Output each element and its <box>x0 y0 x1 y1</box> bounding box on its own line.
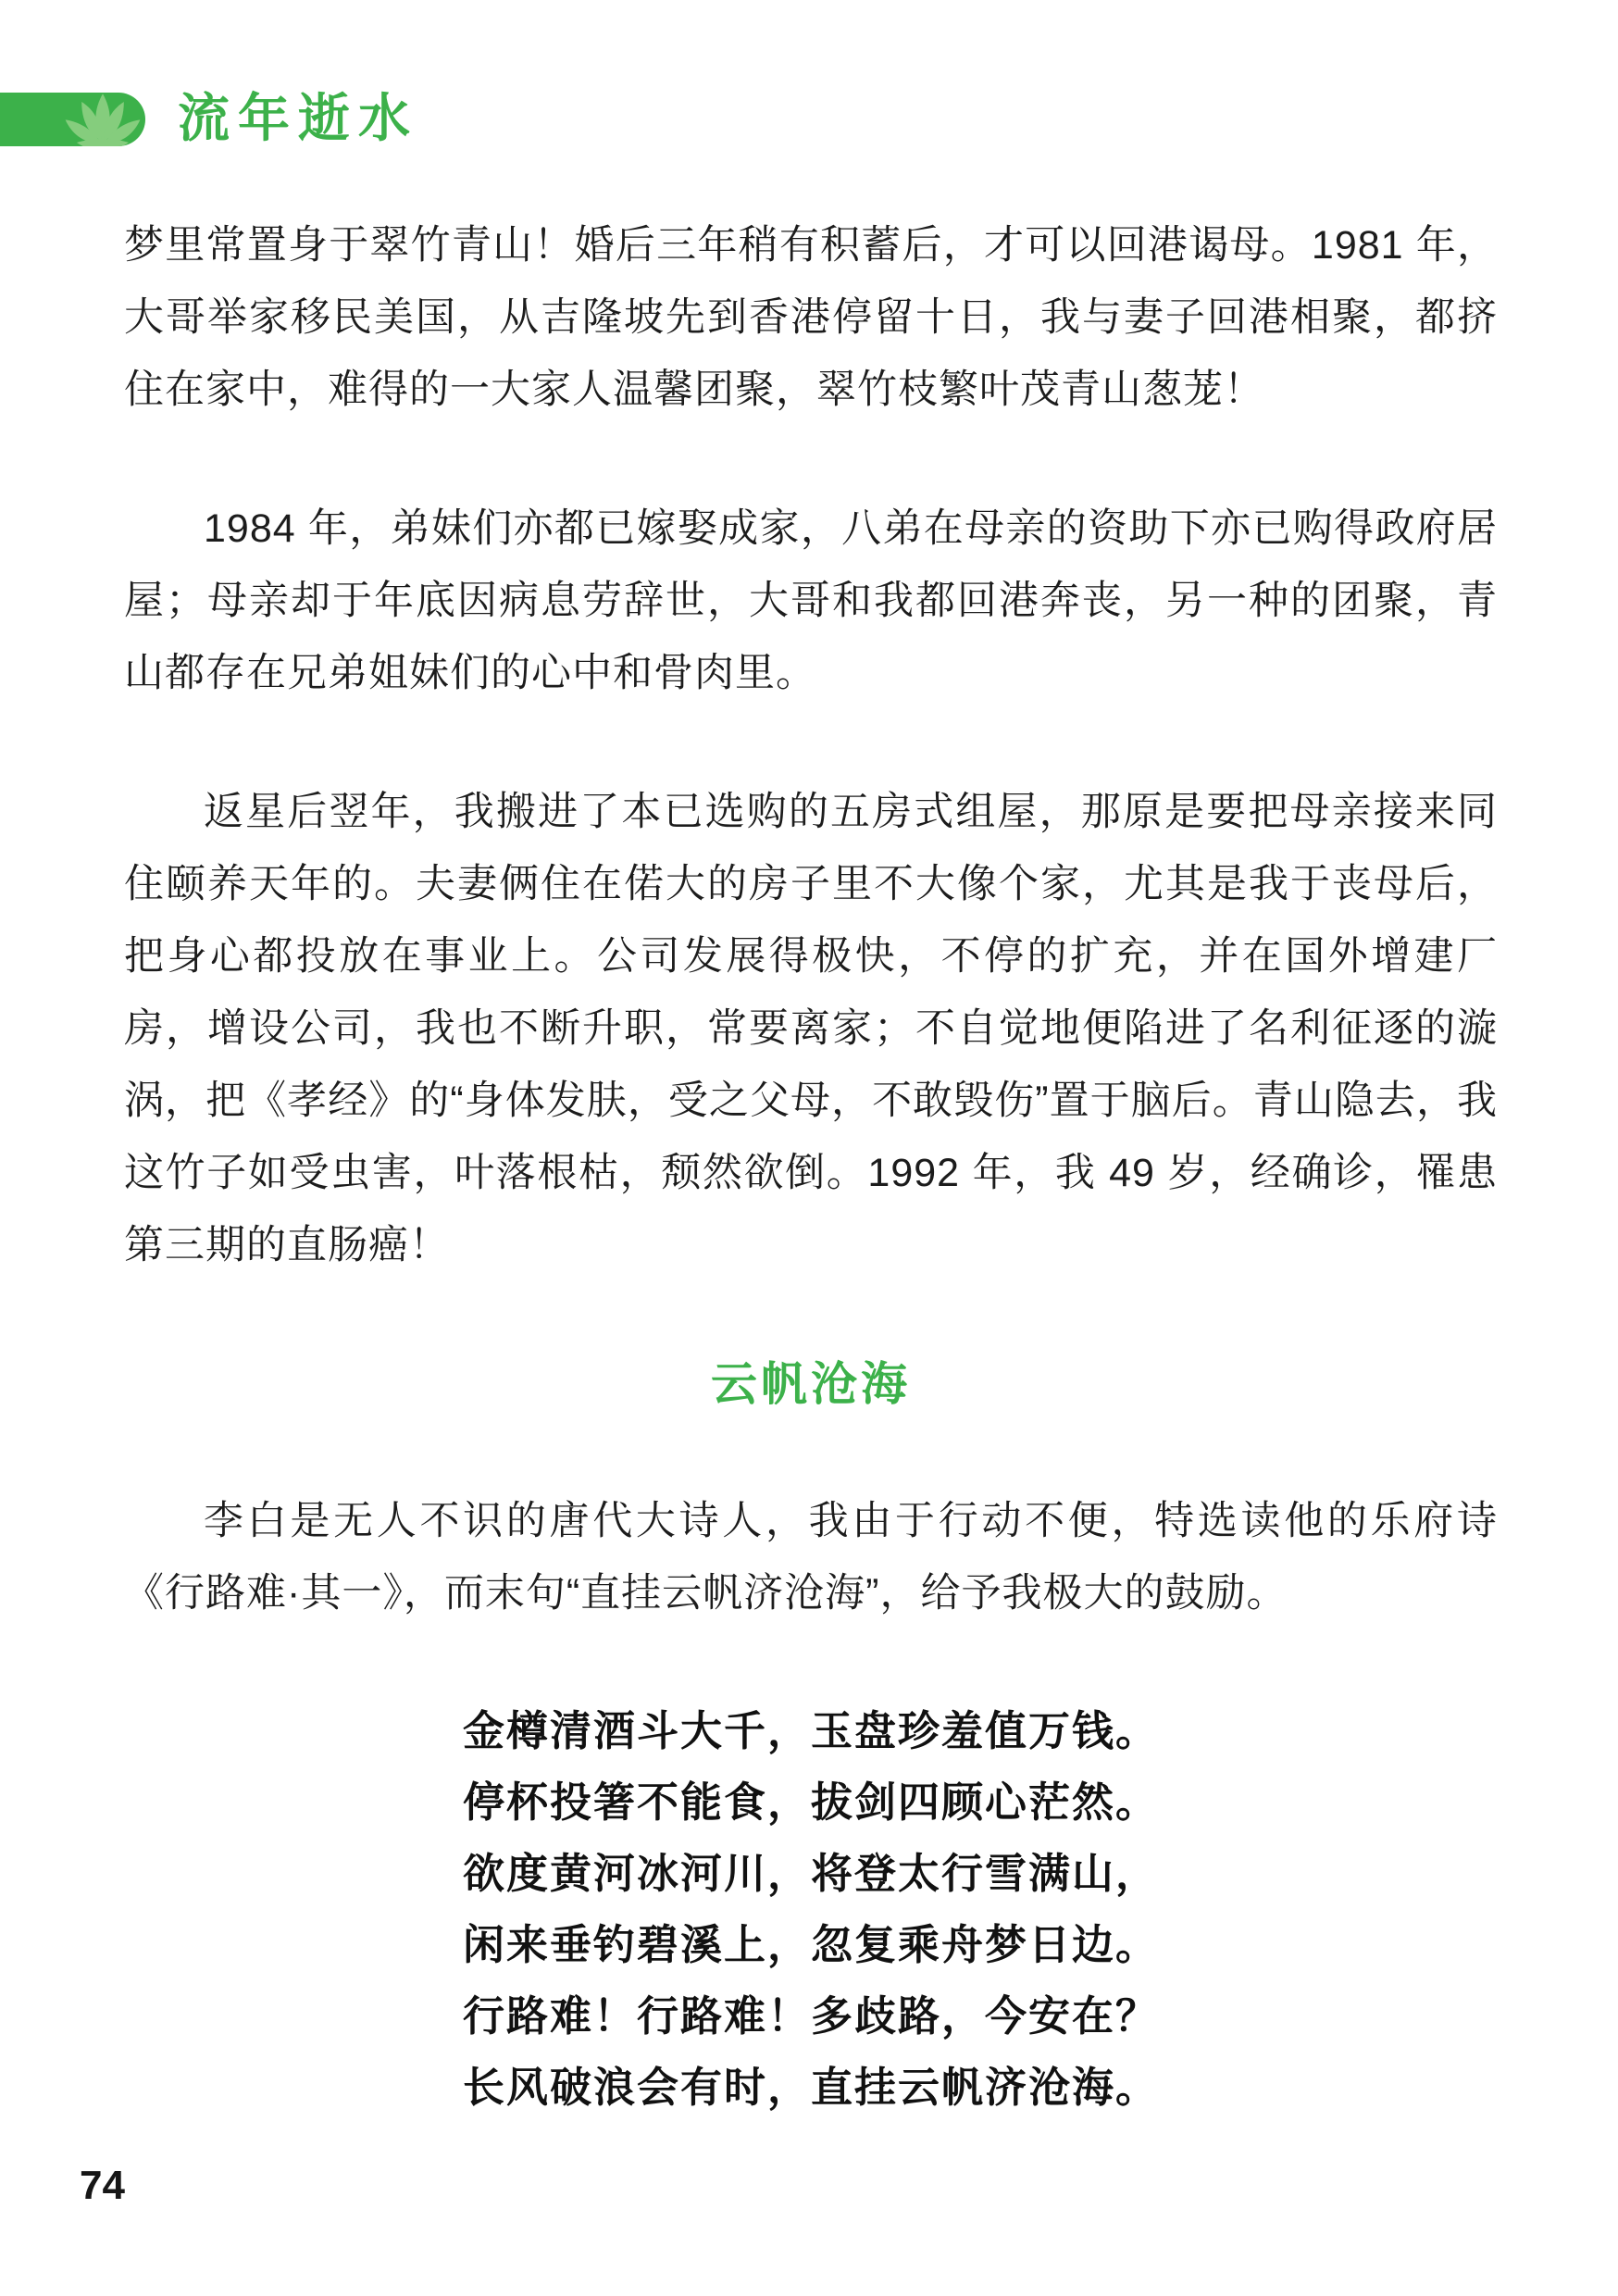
poem-line: 行路难！行路难！多歧路，今安在？ <box>462 1993 1159 2040</box>
paragraph: 李白是无人不识的唐代大诗人，我由于行动不便，特选读他的乐府诗《行路难·其一》，而末句“直挂云帆济沧海”，给予我极大的鼓励。 <box>124 1499 1498 1616</box>
paragraph: 1984 年，弟妹们亦都已嫁娶成家，八弟在母亲的资助下亦已购得政府居屋；母亲却于年底因病息劳辞世，大哥和我都回港奔丧，另一种的团聚，青山都存在兄弟姐妹们的心中和骨肉里。 <box>124 506 1498 695</box>
body-column <box>124 209 1498 2124</box>
poem-line: 闲来垂钓碧溪上，忽复乘舟梦日边。 <box>462 1922 1159 1968</box>
page-number: 74 <box>80 2163 125 2208</box>
poem-line: 金樽清酒斗大千，玉盘珍羞值万钱。 <box>462 1708 1159 1754</box>
poem-line: 长风破浪会有时，直挂云帆济沧海。 <box>462 2065 1159 2111</box>
poem-line: 停杯投箸不能食，拔剑四顾心茫然。 <box>462 1779 1159 1826</box>
poem <box>124 1696 1498 2124</box>
section-heading: 云帆沧海 <box>711 1358 911 1410</box>
chapter-tab <box>0 93 145 146</box>
lotus-icon <box>62 93 143 146</box>
chapter-title: 流年逝水 <box>178 89 418 147</box>
paragraph: 返星后翌年，我搬进了本已选购的五房式组屋，那原是要把母亲接来同住颐养天年的。夫妻俩住在偌大的房子里不大像个家，尤其是我于丧母后，把身心都投放在事业上。公司发展得极快，不停的扩充，并在国外增建厂房，增设公司，我也不断升职，常要离家；不自觉地便陷进了名利征逐的漩涡，把《孝经》的“身体发肤，受之父母，不敢毁伤”置于脑后。青山隐去，我这竹子如受虫害，叶落根枯，颓然欲倒。1992 年，我 49 岁，经确诊，罹患第三期的直肠癌！ <box>124 790 1498 1267</box>
poem-line: 欲度黄河冰河川，将登太行雪满山， <box>462 1851 1159 1897</box>
paragraph: 梦里常置身于翠竹青山！婚后三年稍有积蓄后，才可以回港谒母。1981 年，大哥举家移民美国，从吉隆坡先到香港停留十日，我与妻子回港相聚，都挤住在家中，难得的一大家人温馨团聚，翠竹枝繁叶茂青山葱茏！ <box>124 223 1498 412</box>
